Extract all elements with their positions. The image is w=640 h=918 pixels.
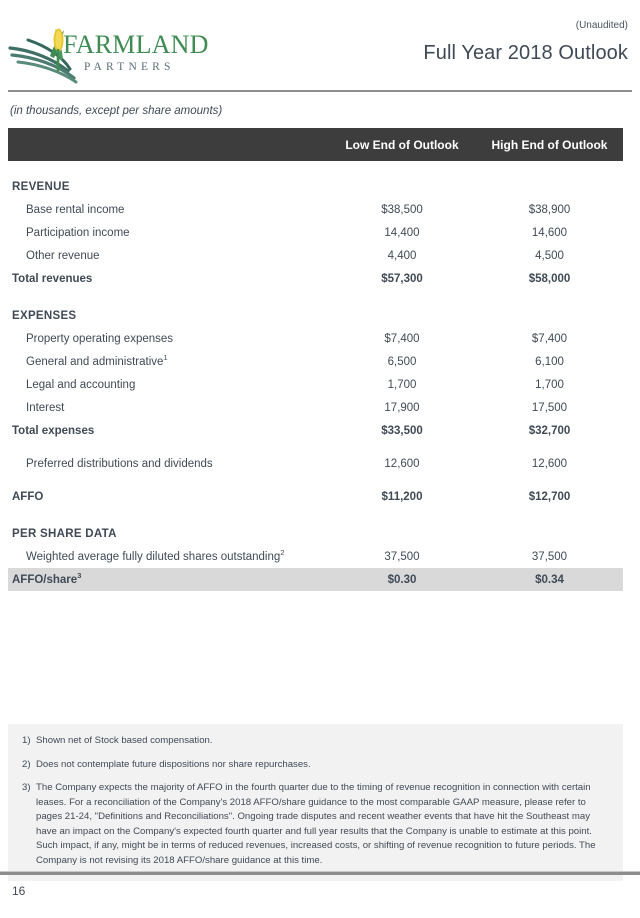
section-label: REVENUE [12,180,70,193]
row-value-high: 14,600 [531,226,568,239]
header-divider [8,90,632,92]
footnote-1 [8,734,623,749]
document-header [0,0,640,90]
section-label: PER SHARE DATA [12,527,117,540]
row-label: Interest [26,401,65,414]
row-value-low: 1,700 [387,378,417,391]
row-value-high: 4,500 [535,249,564,262]
footnote-text: Does not contemplate future dispositions nor share repurchases. [36,758,311,770]
table-row [8,198,623,221]
logo-wordmark-primary: FARMLAND [63,30,209,59]
footer-divider [0,871,640,875]
row-value-low: 12,600 [384,457,420,470]
spacer-row [8,475,623,485]
row-value-low: 4,400 [387,249,417,262]
row-value-low: 14,400 [384,226,420,239]
logo-wordmark-secondary: PARTNERS [84,61,175,73]
footnote-ref: 3 [77,570,82,580]
row-label: AFFO [12,490,44,503]
section-heading-expenses [8,304,623,327]
footnotes-block [8,724,623,881]
section-heading-revenue [8,175,623,198]
page-number: 16 [12,884,26,898]
column-header-high-end: High End of Outlook [476,128,623,161]
page-title: Full Year 2018 Outlook [423,42,628,64]
table-row [8,396,623,419]
row-label: Total expenses [12,424,95,437]
row-value-high: 6,100 [535,355,564,368]
outlook-table-wrapper [8,128,623,591]
row-label [8,545,328,568]
row-value-low: 6,500 [387,355,417,368]
footnote-2 [8,758,623,773]
row-value-low: $11,200 [381,490,423,503]
row-value-high: 37,500 [531,550,568,563]
spacer-row [8,290,623,304]
spacer-row [8,161,623,175]
column-header-low-end: Low End of Outlook [328,128,476,161]
row-value-high: $12,700 [528,490,571,503]
row-value-high: $0.34 [476,568,623,591]
column-header-blank [8,128,328,161]
row-label [8,350,328,373]
table-row [8,221,623,244]
table-row-affo [8,485,623,508]
row-value-high: 1,700 [535,378,564,391]
footnote-marker: 2) [22,758,31,770]
row-label: Preferred distributions and dividends [26,457,213,470]
footnote-text: The Company expects the majority of AFFO in the fourth quarter due to the timing of revenue recognition in connection with certain leases. For a reconciliation of the Company's 2018 AFFO/share guidance to the most comparable GAAP measure, please refer to pages 21-24, "Definitions and Reconciliations". Ongoing trade disputes and recent weather events that have hit the Southeast may have an impact on the Company's expected fourth quarter and full year results that the Company is unable to estimate at this point. Such impact, if any, might be in terms of reduced revenues, increased costs, or shifting of revenue recognition to future periods. The Company is not revising its 2018 AFFO/share guidance at this time. [36,782,596,867]
footnote-marker: 1) [22,735,31,746]
spacer-row [8,508,623,522]
row-label: Participation income [26,226,130,239]
row-label: Other revenue [26,249,100,262]
row-value-low: $38,500 [381,203,423,216]
full-year-outlook-table [8,128,623,591]
unaudited-note: (Unaudited) [575,20,628,31]
table-row [8,373,623,396]
row-label: Total revenues [12,272,93,285]
row-value-low: 17,900 [384,401,420,414]
table-row-total-revenues [8,267,623,290]
row-value-high: $7,400 [531,332,568,345]
units-note: (in thousands, except per share amounts) [10,105,223,117]
table-header-row [8,128,623,161]
footnote-ref: 1 [163,352,168,362]
row-value-low: $0.30 [328,568,476,591]
row-label-text: General and administrative [26,355,164,368]
table-row-preferred-distributions [8,452,623,475]
row-label-text: Weighted average fully diluted shares outstanding [26,550,281,563]
footnote-ref: 2 [280,547,285,557]
row-label-text: AFFO/share [12,573,78,586]
table-row [8,350,623,373]
footnote-3 [8,781,623,868]
row-value-low: $7,400 [384,332,420,345]
row-value-low: 37,500 [384,550,420,563]
row-value-high: $38,900 [528,203,571,216]
footnote-text: Shown net of Stock based compensation. [36,735,213,746]
row-value-high: $58,000 [528,272,571,285]
spacer-row [8,442,623,452]
table-row-weighted-shares [8,545,623,568]
row-label: Property operating expenses [26,332,174,345]
table-row-total-expenses [8,419,623,442]
row-value-high: 12,600 [531,457,568,470]
row-label: Base rental income [26,203,125,216]
row-value-low: $33,500 [381,424,423,437]
table-row-affo-per-share [8,568,623,591]
table-row [8,327,623,350]
row-label [8,568,328,591]
row-value-high: $32,700 [528,424,571,437]
row-value-low: $57,300 [381,272,423,285]
table-row [8,244,623,267]
row-value-high: 17,500 [531,401,568,414]
farmland-partners-logo [8,26,218,84]
section-heading-per-share-data [8,522,623,545]
section-label: EXPENSES [12,309,77,322]
row-label: Legal and accounting [26,378,136,391]
footnote-marker: 3) [22,782,31,794]
